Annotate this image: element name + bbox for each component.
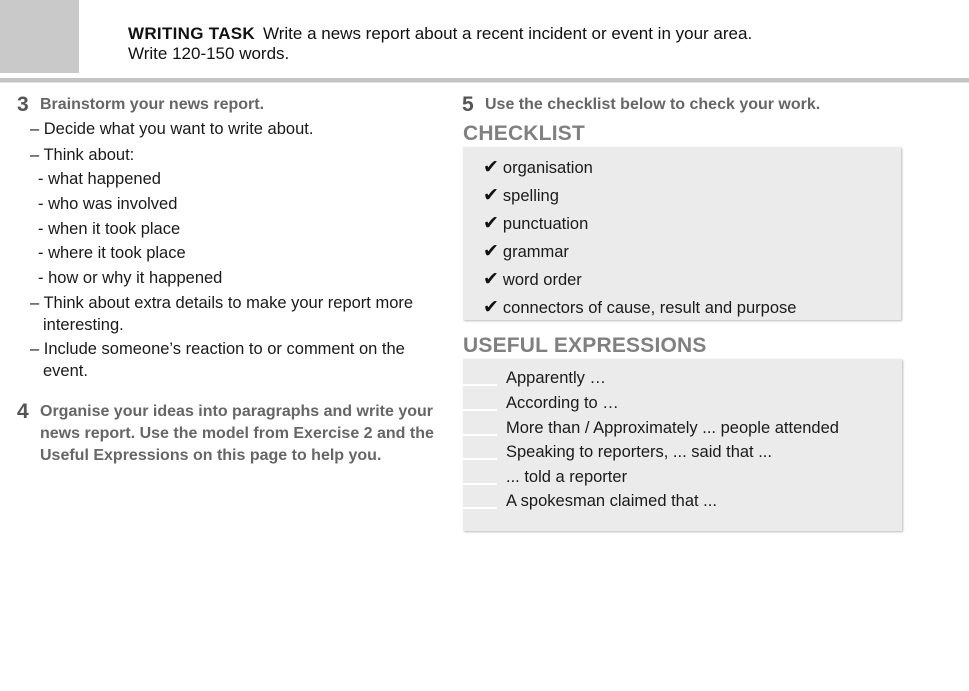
- checkmark-icon: ✔: [483, 185, 499, 206]
- checkmark-icon: ✔: [483, 269, 499, 290]
- exercise-3-title: Brainstorm your news report.: [40, 96, 265, 113]
- list-item: - where it took place: [38, 244, 186, 262]
- expression-text: According to …: [506, 394, 619, 412]
- list-item: – Decide what you want to write about.: [30, 120, 314, 138]
- writing-task-line-2: Write 120-150 words.: [128, 44, 290, 63]
- exercise-5-title: Use the checklist below to check your work.: [485, 96, 821, 113]
- checklist-item: [483, 240, 569, 263]
- checklist-item-label: word order: [502, 271, 582, 289]
- list-item: – Think about extra details to make your report more: [30, 294, 414, 312]
- expression-row: [463, 492, 902, 514]
- list-item: - what happened: [38, 170, 161, 188]
- expression-row: [463, 468, 902, 490]
- header-divider-shadow: [0, 82, 969, 83]
- exercise-4-title-line-2: news report. Use the model from Exercise 2 and the: [40, 425, 434, 442]
- checklist-item: [483, 212, 588, 235]
- checklist-item: [483, 268, 582, 291]
- checkmark-icon: ✔: [483, 241, 499, 262]
- expression-text: Apparently …: [506, 369, 606, 387]
- checklist-item-label: organisation: [502, 159, 593, 177]
- expression-text: ... told a reporter: [506, 468, 628, 486]
- checklist-item: [483, 296, 796, 319]
- exercise-4-number: 4: [17, 400, 29, 423]
- list-item-continuation: interesting.: [43, 316, 124, 334]
- checklist-heading: CHECKLIST: [463, 122, 585, 145]
- list-item: - who was involved: [38, 195, 178, 213]
- checklist-item-label: grammar: [502, 243, 569, 261]
- useful-expressions-heading: USEFUL EXPRESSIONS: [463, 334, 707, 357]
- exercise-4-title-line-1: Organise your ideas into paragraphs and write your: [40, 403, 433, 420]
- checklist-item-label: spelling: [502, 187, 559, 205]
- list-item-continuation: event.: [43, 362, 88, 380]
- checkmark-icon: ✔: [483, 297, 499, 318]
- writing-task-line-1: Write a news report about a recent incident or event in your area.: [263, 24, 753, 43]
- checkmark-icon: ✔: [483, 157, 499, 178]
- expression-text: Speaking to reporters, ... said that ...: [506, 443, 772, 461]
- expression-row: [463, 369, 902, 391]
- list-item: - how or why it happened: [38, 269, 223, 287]
- writing-task-label: WRITING TASK: [128, 24, 255, 43]
- header-gray-box: [0, 0, 79, 73]
- checklist-item-label: connectors of cause, result and purpose: [502, 299, 797, 317]
- blank-line: [463, 384, 497, 386]
- checklist-item: [483, 156, 593, 179]
- expression-row: [463, 394, 902, 416]
- checklist-box: [463, 147, 901, 320]
- list-item: - when it took place: [38, 220, 181, 238]
- checklist-item-label: punctuation: [502, 215, 589, 233]
- blank-line: [463, 507, 497, 509]
- checklist-item: [483, 184, 559, 207]
- checkmark-icon: ✔: [483, 213, 499, 234]
- expression-text: A spokesman claimed that ...: [506, 492, 717, 510]
- exercise-5-number: 5: [462, 93, 474, 116]
- blank-line: [463, 458, 497, 460]
- expression-text: More than / Approximately ... people attended: [506, 419, 839, 437]
- exercise-4-title-line-3: Useful Expressions on this page to help you.: [40, 447, 382, 464]
- blank-line: [463, 409, 497, 411]
- writing-task-header: [128, 24, 752, 64]
- blank-line: [463, 483, 497, 485]
- useful-expressions-box: [463, 359, 902, 531]
- blank-line: [463, 434, 497, 436]
- list-item: – Think about:: [30, 146, 135, 164]
- exercise-3-number: 3: [17, 93, 29, 116]
- expression-row: [463, 419, 902, 441]
- list-item: – Include someone’s reaction to or comment on the: [30, 340, 405, 358]
- expression-row: [463, 443, 902, 465]
